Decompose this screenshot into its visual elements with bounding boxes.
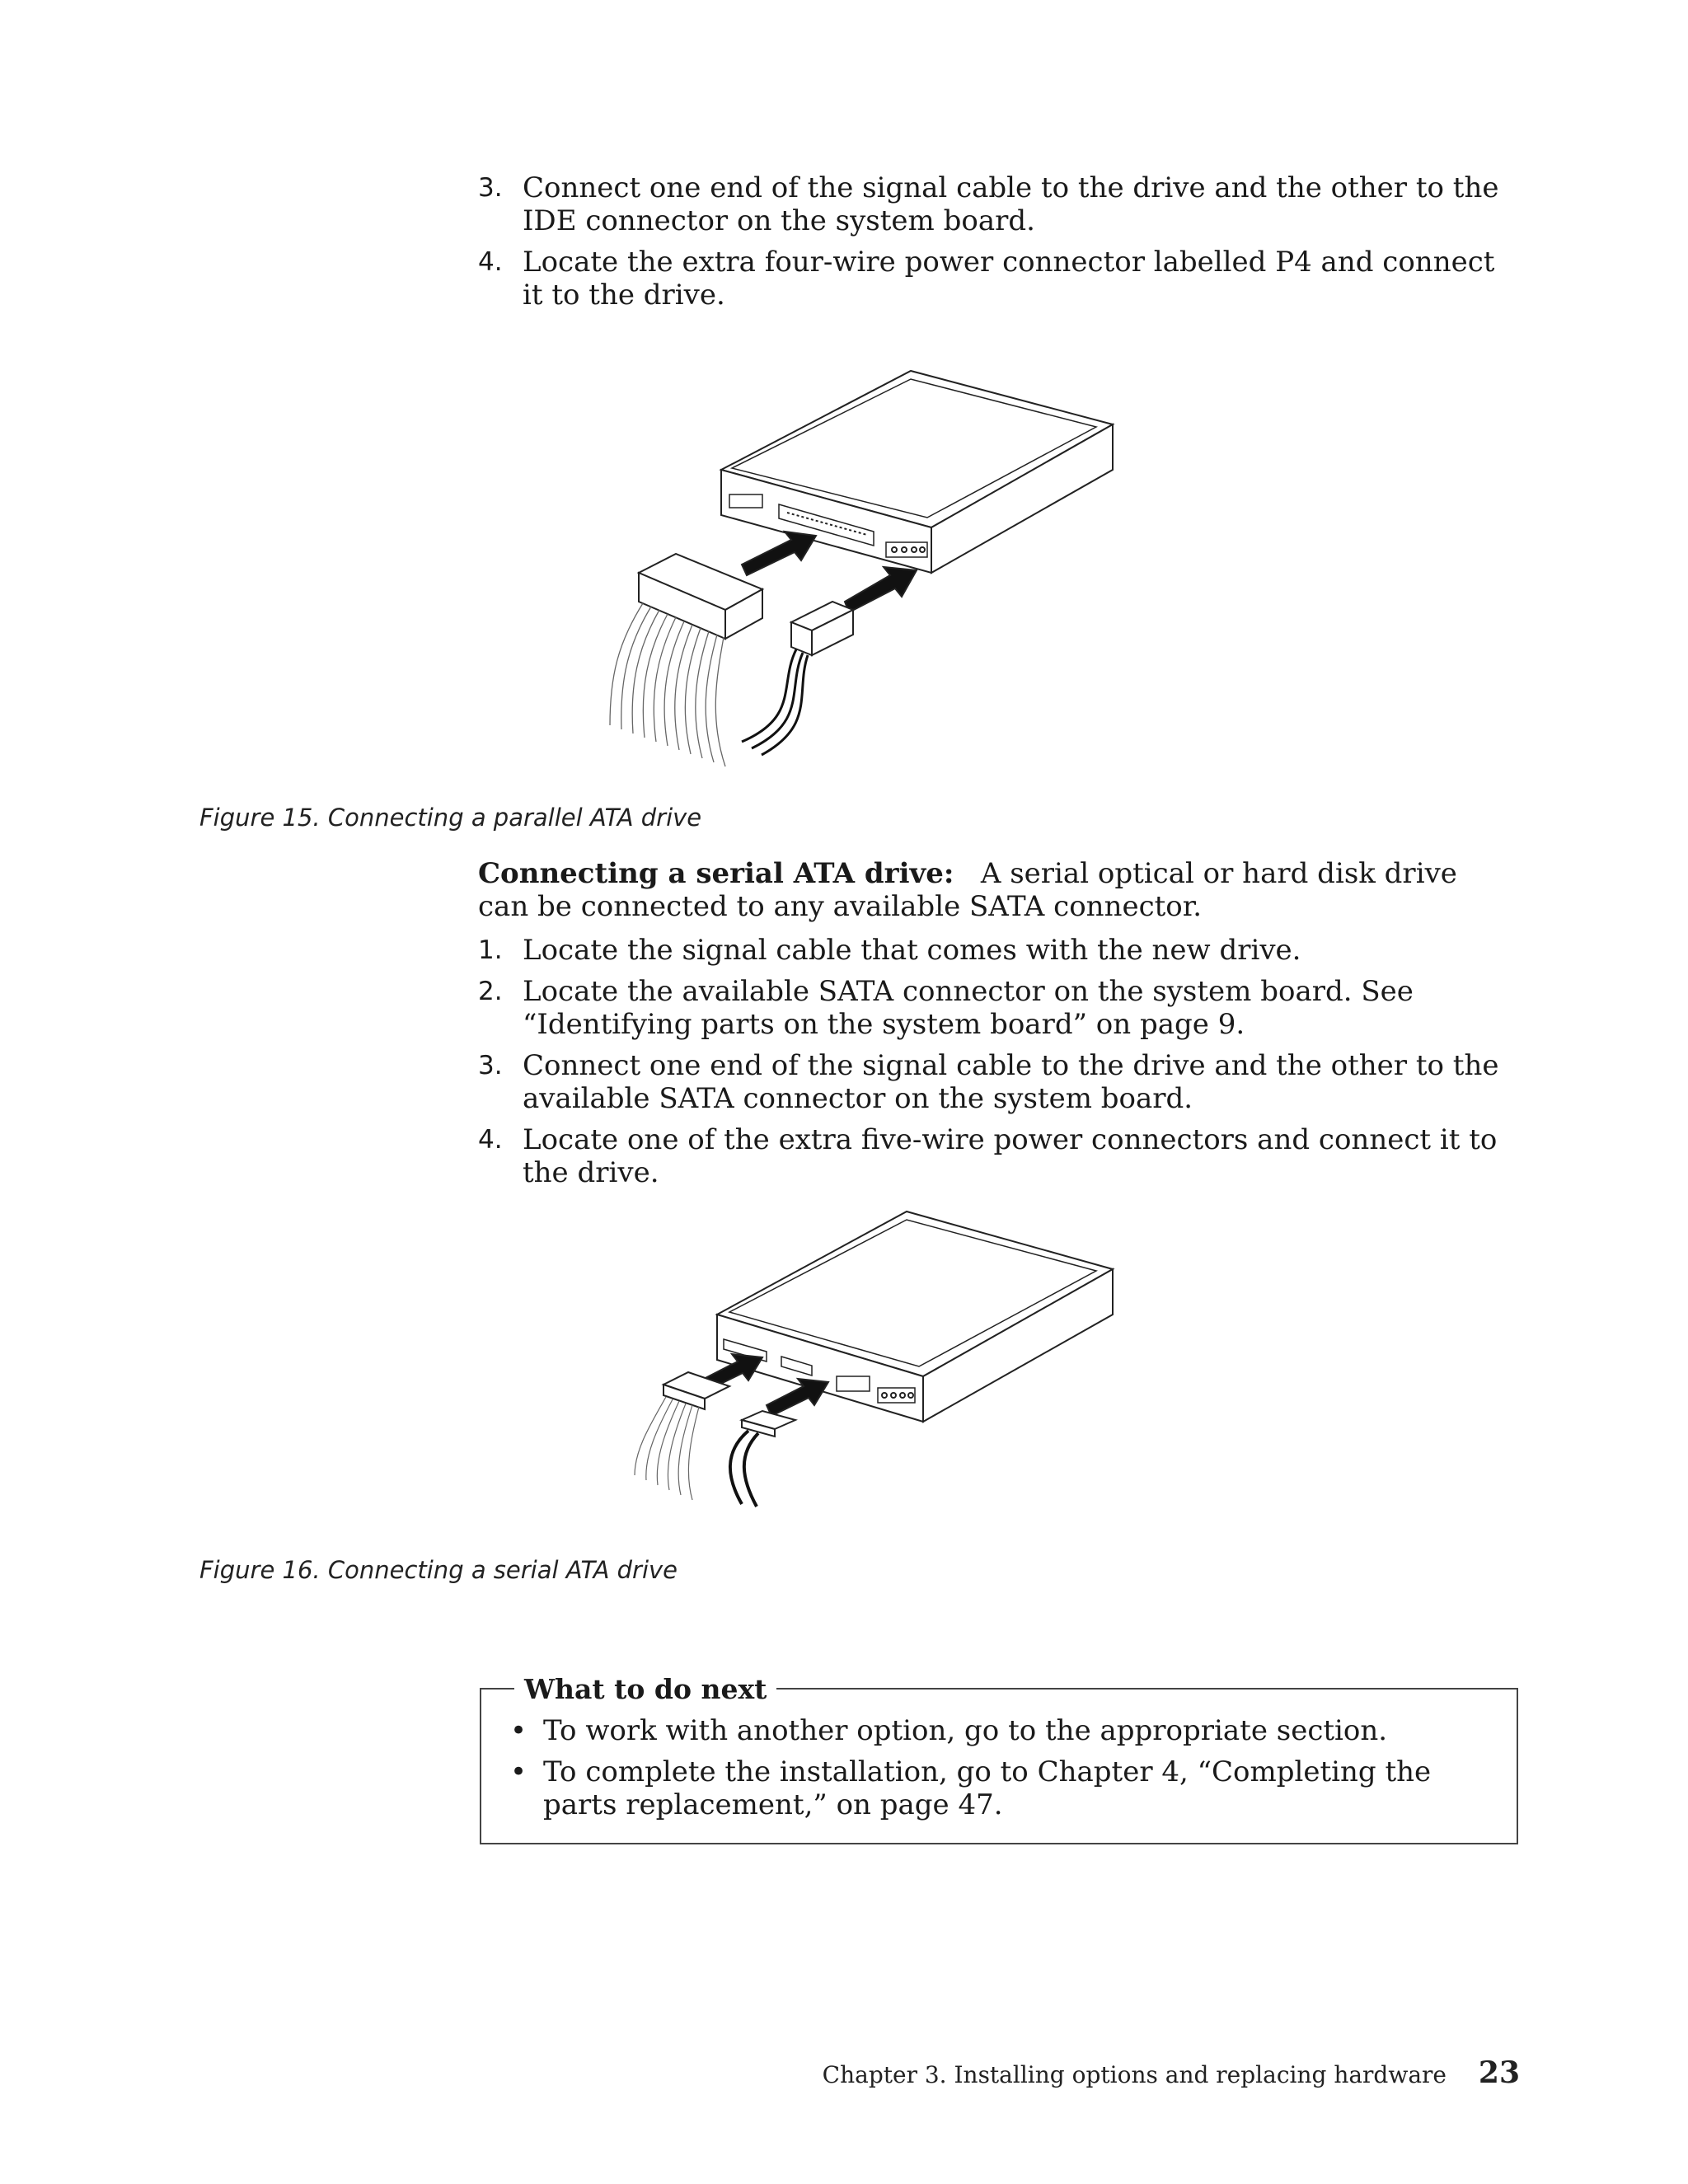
bullet-icon: •: [510, 1755, 528, 1788]
serial-intro-paragraph: [478, 857, 1508, 923]
step-number: 3.: [478, 1051, 503, 1080]
step-number: 4.: [478, 1125, 503, 1155]
serial-step-list: [478, 934, 1508, 1197]
step-item: [478, 171, 1508, 237]
figure-15-caption: Figure 15. Connecting a parallel ATA drive: [199, 804, 702, 832]
figure-parallel-ata: [602, 363, 1129, 775]
serial-heading: Connecting a serial ATA drive:: [478, 857, 954, 890]
step-number: 4.: [478, 247, 503, 277]
next-box-list: [510, 1714, 1483, 1830]
step-item: [478, 1123, 1508, 1189]
step-text: Connect one end of the signal cable to the drive and the other to the available SATA connector on the system board.: [523, 1049, 1499, 1115]
next-item-text: To complete the installation, go to Chapter 4, “Completing the parts replacement,” on page 47.: [543, 1755, 1432, 1821]
step-item: [478, 975, 1508, 1041]
step-text: Locate one of the extra five-wire power connectors and connect it to the drive.: [523, 1123, 1498, 1189]
step-text: Locate the signal cable that comes with the new drive.: [523, 934, 1301, 967]
serial-intro-text: A serial optical or hard disk drive can be connected to any available SATA connector.: [478, 857, 1457, 923]
serial-ata-illustration: [626, 1203, 1121, 1516]
next-box-item: [510, 1714, 1483, 1747]
step-text: Locate the available SATA connector on the system board. See “Identifying parts on the system board” on page 9.: [523, 975, 1414, 1041]
figure-serial-ata: [626, 1203, 1121, 1516]
parallel-ata-illustration: [602, 363, 1129, 775]
step-number: 2.: [478, 977, 503, 1006]
step-item: [478, 934, 1508, 967]
step-number: 3.: [478, 173, 503, 203]
page-footer: [823, 2055, 1520, 2090]
step-text: Connect one end of the signal cable to the drive and the other to the IDE connector on the system board.: [523, 171, 1499, 237]
what-to-do-next-box: [480, 1673, 1518, 1844]
next-box-item: [510, 1755, 1483, 1821]
next-box-title: What to do next: [514, 1673, 776, 1705]
step-item: [478, 1049, 1508, 1115]
next-item-text: To work with another option, go to the appropriate section.: [543, 1714, 1388, 1747]
top-step-list: [478, 171, 1508, 320]
step-text: Locate the extra four-wire power connector labelled P4 and connect it to the drive.: [523, 246, 1495, 312]
bullet-icon: •: [510, 1714, 528, 1747]
footer-chapter-title: Chapter 3. Installing options and replacing hardware: [822, 2061, 1447, 2088]
figure-16-caption: Figure 16. Connecting a serial ATA drive: [199, 1556, 678, 1584]
step-number: 1.: [478, 935, 503, 965]
page-number: 23: [1478, 2055, 1520, 2090]
step-item: [478, 246, 1508, 312]
